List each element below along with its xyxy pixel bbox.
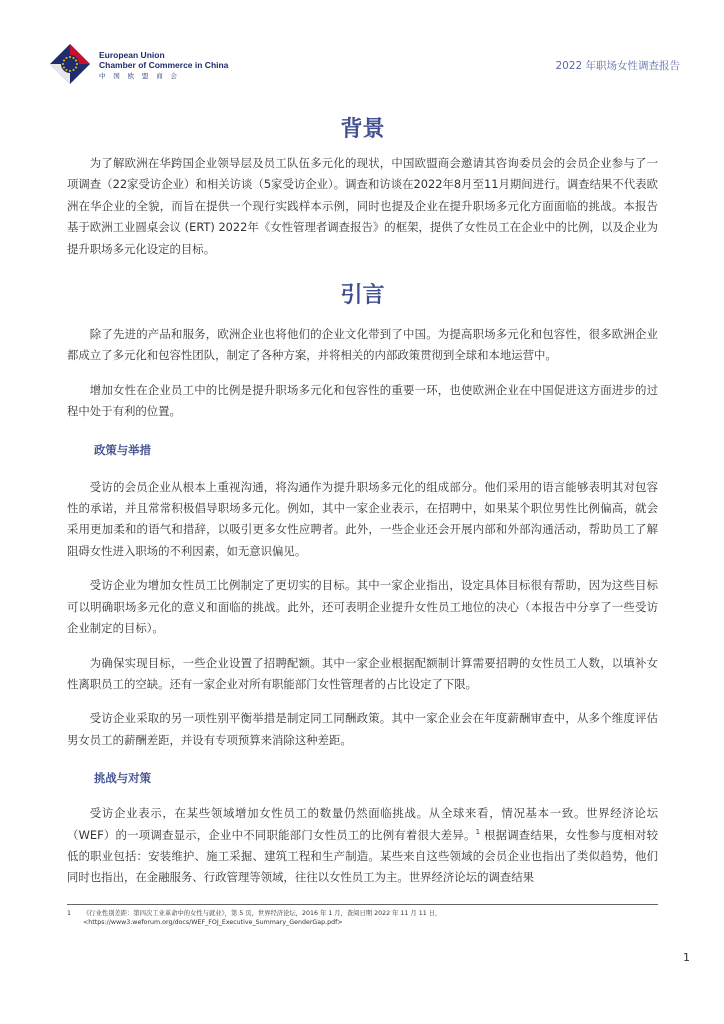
section-title-introduction: 引言 [340,283,385,309]
subsection-title-challenges: 挑战与对策 [94,771,151,786]
policies-paragraph-4: 受访企业采取的另一项性别平衡举措是制定同工同酬政策。其中一家企业会在年度薪酬审查中，从多个维度评估男女员工的薪酬差距，并设有专项预算来消除这种差距。 [67,711,658,747]
page-number: 1 [683,951,690,964]
logo-line-1: European Union [99,50,165,60]
policies-paragraph-3: 为确保实现目标，一些企业设置了招聘配额。其中一家企业根据配额制计算需要招聘的女性员工人数，以填补女性离职员工的空缺。还有一家企业对所有职能部门女性管理者的占比设定了下限。 [67,655,658,691]
logo-chinese-name: 中 国 欧 盟 商 会 [99,73,181,80]
introduction-paragraph-1: 除了先进的产品和服务，欧洲企业也将他们的企业文化带到了中国。为提高职场多元化和包容性，很多欧洲企业都成立了多元化和包容性团队，制定了各种方案，并将相关的内部政策贯彻到全球和本地运营中。 [67,327,658,363]
footnote-reference: 1 [475,827,481,836]
challenges-text-part-2: 根据调查结果，女性参与度相对较低的职业包括：安装维护、施工采掘、建筑工程和生产制造。某些来自这些领域的会员企业也指出了类似趋势，他们同时也指出，在金融服务、行政管理等领域，往往以女性员工为主。世界经济论坛的调查结果 [67,827,659,885]
eu-chamber-logo-icon [50,44,90,84]
footnote-text: 《行业性别差距：第四次工业革命中的女性与就业》，第 5 页，世界经济论坛，2016 年 1 月，查阅日期 2022 年 11 月 11 日，<https://www3.weforum.org/docs/WEF_FOJ_Executive_Summary_GenderGap.pdf> [83,910,442,926]
footnote-divider [67,904,658,905]
policies-paragraph-2: 受访企业为增加女性员工比例制定了更切实的目标。其中一家企业指出，设定具体目标很有帮助，因为这些目标可以明确职场多元化的意义和面临的挑战。此外，还可表明企业提升女性员工地位的决心（本报告中分享了一些受访企业制定的目标）。 [67,578,658,636]
challenges-text-part-1: 受访企业表示，在某些领域增加女性员工的数量仍然面临挑战。从全球来看，情况基本一致。世界经济论坛（WEF）的一项调查显示，企业中不同职能部门女性员工的比例有着很大差异。 [67,806,658,842]
footnote [67,909,658,927]
background-paragraph: 为了解欧洲在华跨国企业领导层及员工队伍多元化的现状，中国欧盟商会邀请其咨询委员会的会员企业参与了一项调查（22家受访企业）和相关访谈（5家受访企业）。调查和访谈在2022年8月至11月期间进行。调查结果不代表欧洲在华企业的全貌，而旨在提供一个现行实践样本示例，同时也提及企业在提升职场多元化方面面临的挑战。本报告基于欧洲工业圆桌会议 (ERT) 2022年《女性管理者调查报告》的框架，提供了女性员工在企业中的比例，以及企业为提升职场多元化设定的目标。 [67,156,658,256]
policies-paragraph-1: 受访的会员企业从根本上重视沟通，将沟通作为提升职场多元化的组成部分。他们采用的语言能够表明其对包容性的承诺，并且常常积极倡导职场多元化。例如，其中一家企业表示，在招聘中，如果某个职位男性比例偏高，就会采用更加柔和的语气和措辞，以吸引更多女性应聘者。此外，一些企业还会开展内部和外部沟通活动，帮助员工了解阻碍女性进入职场的不利因素，如无意识偏见。 [67,479,658,558]
footnote-number: 1 [67,910,72,917]
challenges-paragraph [67,803,658,889]
main-content [67,113,658,889]
introduction-paragraph-2: 增加女性在企业员工中的比例是提升职场多元化和包容性的重要一环，也使欧洲企业在中国促进这方面进步的过程中处于有利的位置。 [67,382,658,419]
page-header [50,44,680,88]
logo-text [99,50,228,82]
subsection-title-policies: 政策与举措 [94,442,151,457]
logo-line-2: Chamber of Commerce in China [99,60,229,70]
report-title: 2022 年职场女性调查报告 [555,60,680,72]
section-title-background: 背景 [340,117,385,142]
